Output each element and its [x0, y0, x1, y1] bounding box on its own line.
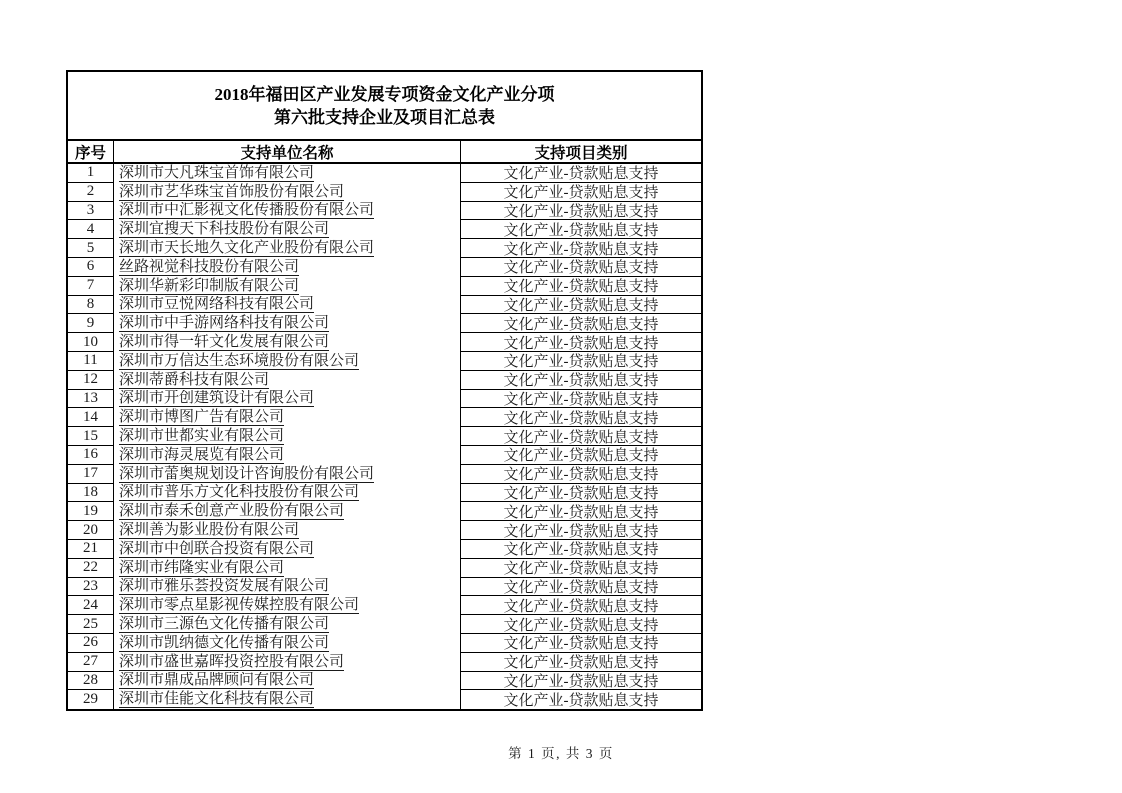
- company-name: 深圳市中创联合投资有限公司: [119, 540, 315, 557]
- table-row: [68, 408, 701, 427]
- row-number: 8: [86, 295, 95, 312]
- table-row: [68, 164, 701, 183]
- row-number: 7: [86, 277, 95, 294]
- project-category: 文化产业-贷款贴息支持: [503, 241, 659, 258]
- row-number: 25: [83, 615, 98, 632]
- row-number: 6: [86, 258, 95, 275]
- row-number-cell: [68, 578, 113, 597]
- company-name-cell: [113, 277, 460, 296]
- row-number-cell: [68, 559, 113, 578]
- table-row: [68, 390, 701, 409]
- company-name-cell: [113, 220, 460, 239]
- project-category: 文化产业-贷款贴息支持: [503, 504, 659, 521]
- project-category-cell: [460, 615, 701, 634]
- company-name: 深圳市纬隆实业有限公司: [119, 559, 285, 576]
- table-row: [68, 446, 701, 465]
- summary-table: [66, 70, 703, 711]
- project-category: 文化产业-贷款贴息支持: [503, 429, 659, 446]
- table-row: [68, 672, 701, 691]
- row-number-cell: [68, 277, 113, 296]
- table-row: [68, 502, 701, 521]
- row-number-cell: [68, 521, 113, 540]
- project-category: 文化产业-贷款贴息支持: [503, 316, 659, 333]
- company-name-cell: [113, 408, 460, 427]
- company-name-cell: [113, 634, 460, 653]
- table-row: [68, 653, 701, 672]
- project-category-cell: [460, 352, 701, 371]
- project-category-cell: [460, 427, 701, 446]
- table-row: [68, 314, 701, 333]
- row-number: 17: [83, 465, 98, 482]
- row-number: 2: [86, 183, 95, 200]
- project-category: 文化产业-贷款贴息支持: [503, 561, 659, 578]
- company-name-cell: [113, 672, 460, 691]
- project-category-cell: [460, 690, 701, 709]
- project-category-cell: [460, 596, 701, 615]
- row-number: 29: [83, 691, 98, 708]
- project-category: 文化产业-贷款贴息支持: [503, 655, 659, 672]
- project-category: 文化产业-贷款贴息支持: [503, 673, 659, 690]
- project-category: 文化产业-贷款贴息支持: [503, 542, 659, 559]
- company-name: 深圳市万信达生态环境股份有限公司: [119, 352, 360, 369]
- company-name: 深圳蒂爵科技有限公司: [119, 371, 270, 388]
- row-number: 12: [83, 371, 98, 388]
- row-number-cell: [68, 540, 113, 559]
- company-name-cell: [113, 502, 460, 521]
- company-name: 深圳市普乐方文化科技股份有限公司: [119, 484, 360, 501]
- table-row: [68, 578, 701, 597]
- row-number-cell: [68, 352, 113, 371]
- company-name: 深圳市中手游网络科技有限公司: [119, 315, 330, 332]
- table-row: [68, 239, 701, 258]
- row-number-cell: [68, 672, 113, 691]
- company-name: 深圳市三源色文化传播有限公司: [119, 616, 330, 633]
- project-category-cell: [460, 183, 701, 202]
- table-title: [68, 72, 701, 139]
- project-category-cell: [460, 521, 701, 540]
- project-category-cell: [460, 578, 701, 597]
- table-row: [68, 559, 701, 578]
- project-category-cell: [460, 333, 701, 352]
- column-header-name: 支持单位名称: [113, 141, 460, 162]
- company-name: 深圳市凯纳德文化传播有限公司: [119, 634, 330, 651]
- row-number-cell: [68, 634, 113, 653]
- row-number: 3: [86, 201, 95, 218]
- row-number-cell: [68, 502, 113, 521]
- company-name-cell: [113, 296, 460, 315]
- row-number-cell: [68, 183, 113, 202]
- row-number-cell: [68, 615, 113, 634]
- company-name-cell: [113, 596, 460, 615]
- project-category: 文化产业-贷款贴息支持: [503, 354, 659, 371]
- project-category: 文化产业-贷款贴息支持: [503, 166, 659, 183]
- project-category: 文化产业-贷款贴息支持: [503, 279, 659, 296]
- table-row: [68, 183, 701, 202]
- company-name-cell: [113, 484, 460, 503]
- row-number-cell: [68, 390, 113, 409]
- table-row: [68, 596, 701, 615]
- table-row: [68, 427, 701, 446]
- project-category: 文化产业-贷款贴息支持: [503, 693, 659, 710]
- project-category-cell: [460, 634, 701, 653]
- company-name-cell: [113, 352, 460, 371]
- project-category: 文化产业-贷款贴息支持: [503, 579, 659, 596]
- table-row: [68, 220, 701, 239]
- company-name-cell: [113, 446, 460, 465]
- company-name: 深圳市海灵展览有限公司: [119, 446, 285, 463]
- row-number: 24: [83, 596, 98, 613]
- company-name-cell: [113, 239, 460, 258]
- row-number: 9: [86, 314, 95, 331]
- project-category: 文化产业-贷款贴息支持: [503, 204, 659, 220]
- company-name-cell: [113, 371, 460, 390]
- row-number-cell: [68, 596, 113, 615]
- company-name: 深圳市豆悦网络科技有限公司: [119, 296, 315, 313]
- company-name-cell: [113, 559, 460, 578]
- company-name-cell: [113, 390, 460, 409]
- company-name-cell: [113, 202, 460, 221]
- company-name: 深圳华新彩印制版有限公司: [119, 277, 300, 294]
- company-name-cell: [113, 578, 460, 597]
- project-category-cell: [460, 202, 701, 221]
- company-name: 深圳市雅乐荟投资发展有限公司: [119, 578, 330, 595]
- row-number: 28: [83, 671, 98, 688]
- row-number-cell: [68, 164, 113, 183]
- project-category: 文化产业-贷款贴息支持: [503, 185, 659, 202]
- company-name-cell: [113, 164, 460, 183]
- company-name-cell: [113, 615, 460, 634]
- project-category: 文化产业-贷款贴息支持: [503, 222, 659, 239]
- row-number-cell: [68, 296, 113, 315]
- row-number-cell: [68, 202, 113, 221]
- row-number: 18: [83, 483, 98, 500]
- table-row: [68, 277, 701, 296]
- project-category: 文化产业-贷款贴息支持: [503, 448, 659, 465]
- project-category-cell: [460, 296, 701, 315]
- table-row: [68, 615, 701, 634]
- project-category: 文化产业-贷款贴息支持: [503, 467, 659, 484]
- row-number: 15: [83, 427, 98, 444]
- project-category-cell: [460, 258, 701, 277]
- row-number-cell: [68, 446, 113, 465]
- row-number-cell: [68, 220, 113, 239]
- company-name: 深圳市零点星影视传媒控股有限公司: [119, 597, 360, 614]
- company-name: 深圳宜搜天下科技股份有限公司: [119, 221, 330, 238]
- project-category-cell: [460, 446, 701, 465]
- row-number: 20: [83, 521, 98, 538]
- company-name: 深圳市蕾奥规划设计咨询股份有限公司: [119, 465, 375, 482]
- company-name-cell: [113, 427, 460, 446]
- project-category-cell: [460, 465, 701, 484]
- project-category-cell: [460, 314, 701, 333]
- project-category-cell: [460, 220, 701, 239]
- project-category-cell: [460, 540, 701, 559]
- row-number-cell: [68, 258, 113, 277]
- project-category: 文化产业-贷款贴息支持: [503, 598, 659, 615]
- company-name: 深圳市中汇影视文化传播股份有限公司: [119, 202, 375, 219]
- row-number: 19: [83, 502, 98, 519]
- company-name: 深圳市天长地久文化产业股份有限公司: [119, 240, 375, 257]
- project-category-cell: [460, 559, 701, 578]
- column-header-category: 支持项目类别: [460, 141, 701, 162]
- row-number: 23: [83, 577, 98, 594]
- table-row: [68, 690, 701, 709]
- table-row: [68, 484, 701, 503]
- project-category: 文化产业-贷款贴息支持: [503, 297, 659, 314]
- table-header-row: [68, 139, 701, 164]
- table-row: [68, 634, 701, 653]
- company-name-cell: [113, 653, 460, 672]
- company-name: 丝路视觉科技股份有限公司: [119, 258, 300, 275]
- table-row: [68, 371, 701, 390]
- project-category-cell: [460, 277, 701, 296]
- row-number: 27: [83, 653, 98, 670]
- company-name: 深圳市博图广告有限公司: [119, 409, 285, 426]
- project-category: 文化产业-贷款贴息支持: [503, 335, 659, 352]
- company-name: 深圳市开创建筑设计有限公司: [119, 390, 315, 407]
- page-number: 第 1 页, 共 3 页: [508, 746, 614, 761]
- company-name: 深圳市艺华珠宝首饰股份有限公司: [119, 183, 345, 200]
- company-name: 深圳市世都实业有限公司: [119, 428, 285, 445]
- row-number-cell: [68, 465, 113, 484]
- company-name-cell: [113, 314, 460, 333]
- project-category: 文化产业-贷款贴息支持: [503, 485, 659, 502]
- company-name: 深圳市鼎成品牌顾问有限公司: [119, 672, 315, 689]
- company-name-cell: [113, 333, 460, 352]
- row-number: 10: [83, 333, 98, 350]
- table-body: [68, 164, 701, 709]
- project-category-cell: [460, 653, 701, 672]
- table-row: [68, 521, 701, 540]
- company-name: 深圳市盛世嘉晖投资控股有限公司: [119, 653, 345, 670]
- row-number-cell: [68, 314, 113, 333]
- table-row: [68, 352, 701, 371]
- project-category: 文化产业-贷款贴息支持: [503, 617, 659, 634]
- project-category: 文化产业-贷款贴息支持: [503, 391, 659, 408]
- project-category: 文化产业-贷款贴息支持: [503, 636, 659, 653]
- row-number-cell: [68, 653, 113, 672]
- row-number: 26: [83, 634, 98, 651]
- row-number: 1: [86, 164, 95, 181]
- row-number-cell: [68, 408, 113, 427]
- row-number: 14: [83, 408, 98, 425]
- company-name-cell: [113, 258, 460, 277]
- row-number: 4: [86, 220, 95, 237]
- project-category-cell: [460, 502, 701, 521]
- company-name-cell: [113, 183, 460, 202]
- project-category-cell: [460, 408, 701, 427]
- row-number-cell: [68, 690, 113, 709]
- project-category-cell: [460, 239, 701, 258]
- company-name-cell: [113, 521, 460, 540]
- company-name: 深圳善为影业股份有限公司: [119, 522, 300, 539]
- project-category-cell: [460, 672, 701, 691]
- table-title-line-1: 2018年福田区产业发展专项资金文化产业分项: [214, 85, 555, 104]
- project-category-cell: [460, 484, 701, 503]
- project-category: 文化产业-贷款贴息支持: [503, 523, 659, 540]
- project-category-cell: [460, 390, 701, 409]
- row-number: 16: [83, 446, 98, 463]
- company-name-cell: [113, 465, 460, 484]
- project-category-cell: [460, 371, 701, 390]
- row-number: 21: [83, 540, 98, 557]
- company-name-cell: [113, 690, 460, 709]
- row-number-cell: [68, 427, 113, 446]
- company-name: 深圳市得一轩文化发展有限公司: [119, 334, 330, 351]
- table-row: [68, 202, 701, 221]
- row-number: 5: [86, 239, 95, 256]
- project-category: 文化产业-贷款贴息支持: [503, 260, 659, 277]
- table-title-line-2: 第六批支持企业及项目汇总表: [274, 108, 495, 127]
- company-name: 深圳市泰禾创意产业股份有限公司: [119, 503, 345, 520]
- company-name: 深圳市佳能文化科技有限公司: [119, 691, 315, 708]
- row-number: 11: [83, 352, 98, 369]
- table-row: [68, 296, 701, 315]
- company-name-cell: [113, 540, 460, 559]
- row-number-cell: [68, 333, 113, 352]
- project-category: 文化产业-贷款贴息支持: [503, 410, 659, 427]
- table-row: [68, 465, 701, 484]
- project-category-cell: [460, 164, 701, 183]
- row-number: 22: [83, 559, 98, 576]
- table-row: [68, 333, 701, 352]
- table-row: [68, 540, 701, 559]
- row-number-cell: [68, 239, 113, 258]
- company-name: 深圳市大凡珠宝首饰有限公司: [119, 164, 315, 181]
- column-header-no: 序号: [74, 144, 106, 162]
- project-category: 文化产业-贷款贴息支持: [503, 373, 659, 390]
- row-number: 13: [83, 389, 98, 406]
- row-number-cell: [68, 484, 113, 503]
- row-number-cell: [68, 371, 113, 390]
- table-row: [68, 258, 701, 277]
